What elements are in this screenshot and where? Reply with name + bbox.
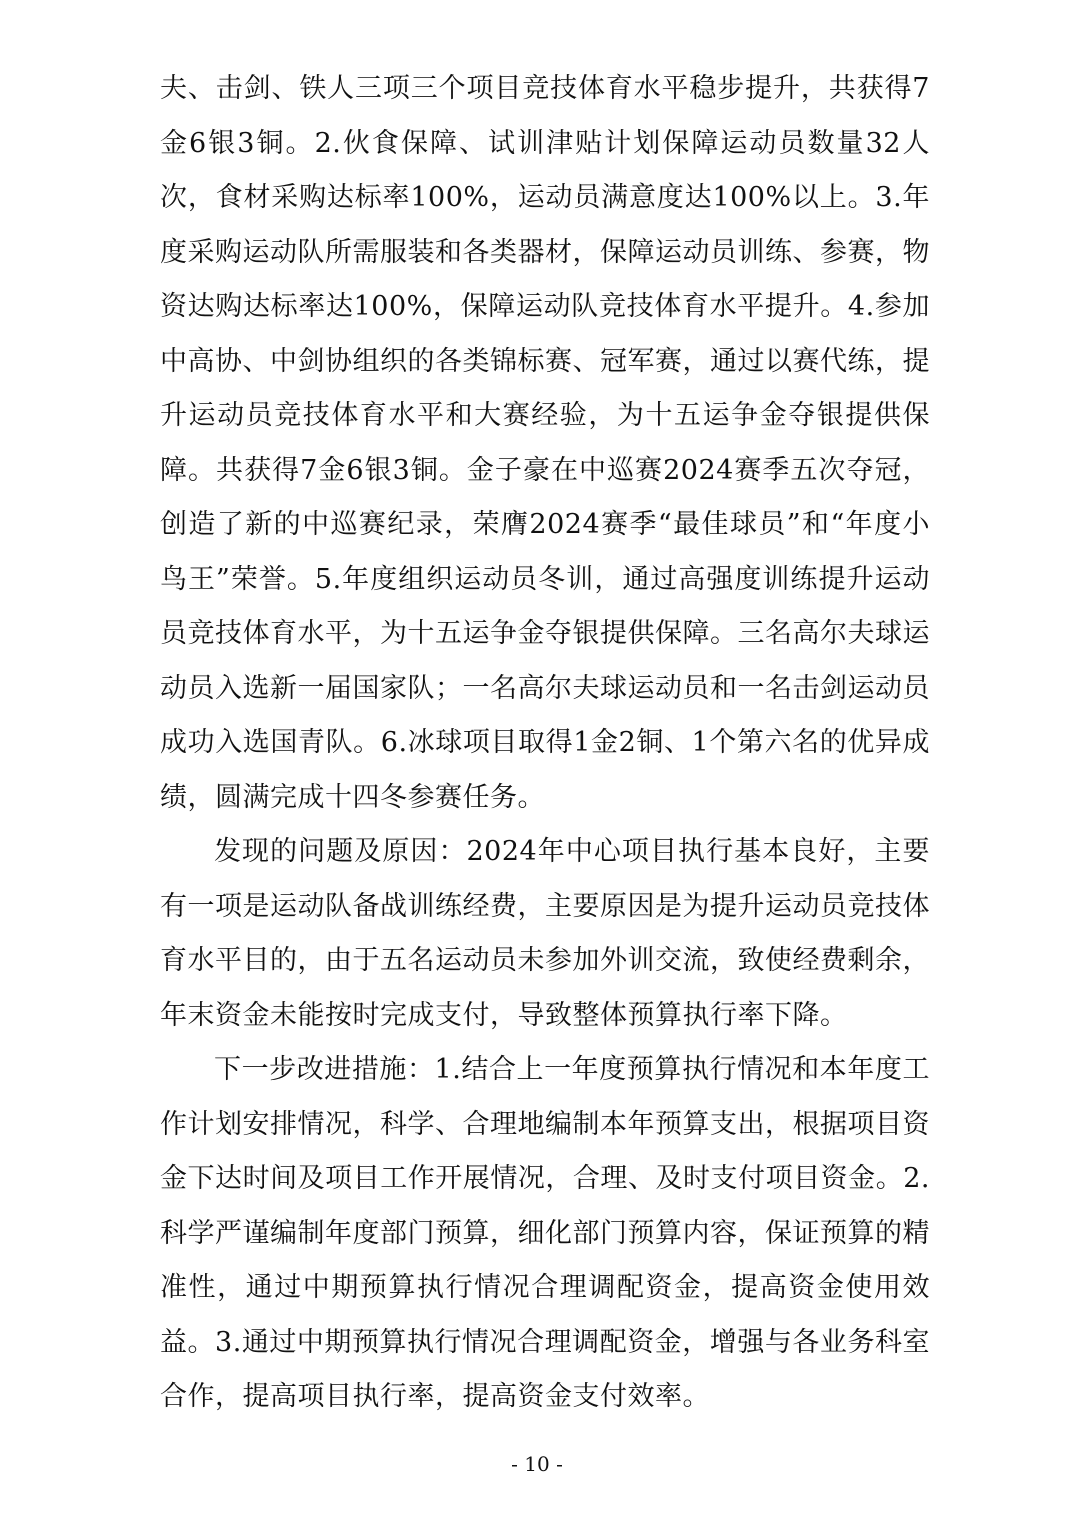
document-body xyxy=(160,62,930,1425)
paragraph-problems-and-causes: 发现的问题及原因：2024年中心项目执行基本良好，主要有一项是运动队备战训练经费，主要原因是为提升运动员竞技体育水平目的，由于五名运动员未参加外训交流，致使经费剩余，年末资金未能按时完成支付，导致整体预算执行率下降。 xyxy=(160,836,930,1031)
paragraph-improvement-measures: 下一步改进措施：1.结合上一年度预算执行情况和本年度工作计划安排情况，科学、合理地编制本年预算支出，根据项目资金下达时间及项目工作开展情况，合理、及时支付项目资金。2.科学严谨编制年度部门预算，细化部门预算内容，保证预算的精准性，通过中期预算执行情况合理调配资金，提高资金使用效益。3.通过中期预算执行情况合理调配资金，增强与各业务科室合作，提高项目执行率，提高资金支付效率。 xyxy=(160,1054,930,1412)
page-number: - 10 - xyxy=(511,1452,563,1476)
paragraph-continuation: 夫、击剑、铁人三项三个项目竞技体育水平稳步提升，共获得7金6银3铜。2.伙食保障、试训津贴计划保障运动员数量32人次，食材采购达标率100%，运动员满意度达100%以上。3.年度采购运动队所需服装和各类器材，保障运动员训练、参赛，物资达购达标率达100%，保障运动队竞技体育水平提升。4.参加中高协、中剑协组织的各类锦标赛、冠军赛，通过以赛代练，提升运动员竞技体育水平和大赛经验，为十五运争金夺银提供保障。共获得7金6银3铜。金子豪在中巡赛2024赛季五次夺冠，创造了新的中巡赛纪录，荣膺2024赛季“最佳球员”和“年度小鸟王”荣誉。5.年度组织运动员冬训，通过高强度训练提升运动员竞技体育水平，为十五运争金夺银提供保障。三名高尔夫球运动员入选新一届国家队；一名高尔夫球运动员和一名击剑运动员成功入选国青队。6.冰球项目取得1金2铜、1个第六名的优异成绩，圆满完成十四冬参赛任务。 xyxy=(160,73,930,813)
